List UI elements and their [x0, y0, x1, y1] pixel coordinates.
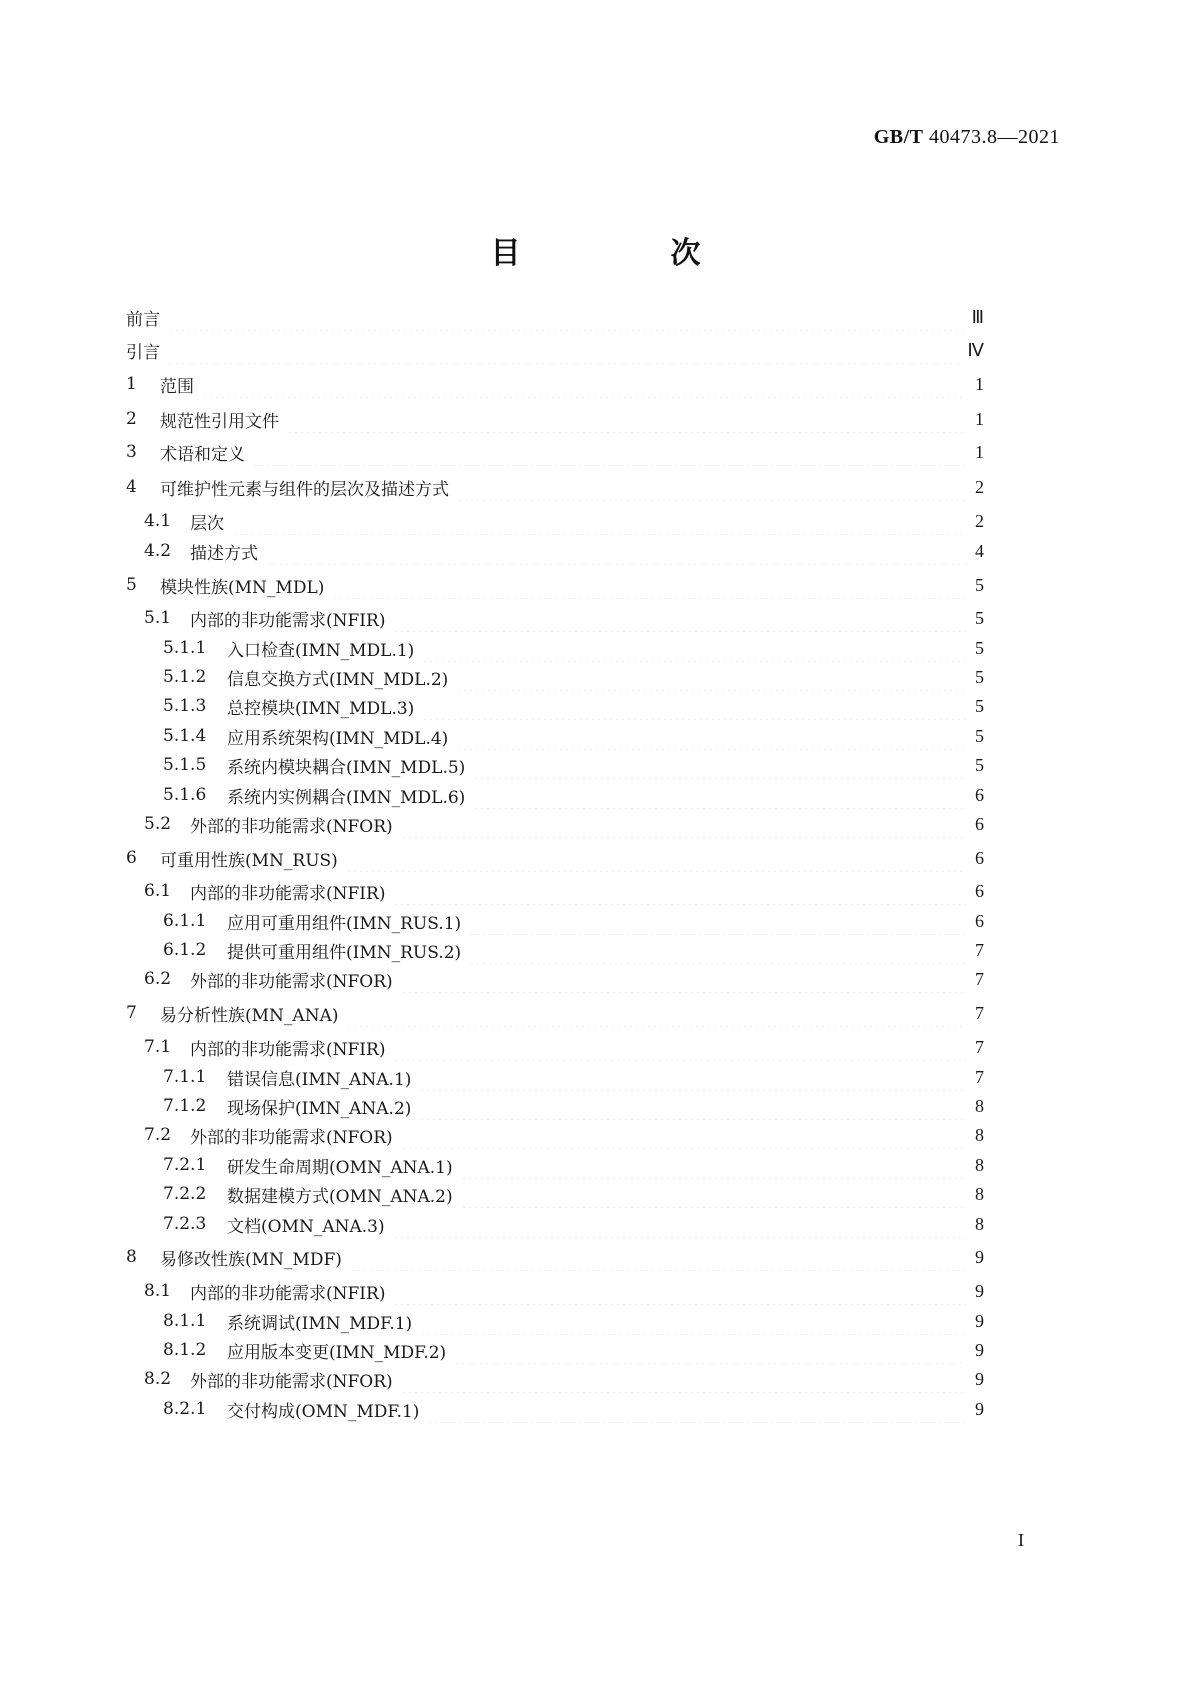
toc-entry-page: 6 [975, 784, 984, 805]
toc-entry-label: 内部的非功能需求(NFIR) [190, 1039, 386, 1060]
toc-entry-label: 内部的非功能需求(NFIR) [190, 1283, 386, 1304]
toc-entry-page: 5 [975, 637, 984, 658]
standard-prefix: GB/T [873, 126, 924, 148]
toc-entry[interactable] [163, 1210, 984, 1238]
toc-entry[interactable] [163, 936, 984, 964]
dot-leader [420, 1307, 966, 1335]
toc-entry-page: 5 [975, 754, 984, 775]
toc-entry-page: 6 [975, 880, 984, 901]
dot-leader [469, 907, 966, 935]
toc-entry-number: 6 [126, 848, 137, 868]
toc-entry-page: 6 [975, 910, 984, 931]
toc-entry-label: 可维护性元素与组件的层次及描述方式 [160, 479, 449, 500]
toc-entry[interactable] [144, 1277, 984, 1305]
dot-leader [401, 1365, 966, 1393]
dot-leader [457, 473, 966, 501]
toc-entry-label: 易分析性族(MN_ANA) [160, 1005, 339, 1026]
toc-entry-label: 层次 [190, 513, 224, 534]
toc-entry-page: 2 [975, 476, 984, 497]
toc-entry[interactable] [144, 604, 984, 632]
dot-leader [456, 663, 966, 691]
toc-entry-number: 7.1.1 [163, 1067, 207, 1087]
toc-entry-page: 6 [975, 847, 984, 868]
toc-entry-page: Ⅲ [971, 306, 984, 327]
toc-entry-label: 术语和定义 [160, 444, 245, 465]
dot-leader [202, 370, 966, 398]
dot-leader [168, 303, 966, 331]
dot-leader [454, 1336, 966, 1364]
dot-leader [393, 1277, 966, 1305]
dot-leader [168, 336, 961, 364]
toc-entry-page: 8 [975, 1154, 984, 1175]
toc-entry-number: 8 [126, 1247, 137, 1267]
toc-entry[interactable] [163, 1180, 984, 1208]
toc-entry-page: 5 [975, 574, 984, 595]
toc-entry-label: 模块性族(MN_MDL) [160, 577, 325, 598]
toc-entry-page: 6 [975, 813, 984, 834]
toc-entry-page: 8 [975, 1213, 984, 1234]
toc-entry[interactable] [126, 844, 984, 872]
dot-leader [266, 537, 966, 565]
dot-leader [393, 1033, 966, 1061]
dot-leader [346, 844, 966, 872]
toc-entry-number: 3 [126, 442, 137, 462]
toc-entry-page: 9 [975, 1368, 984, 1389]
toc-entry-label: 入口检查(IMN_MDL.1) [227, 640, 415, 661]
toc-entry-number: 5.1.2 [163, 667, 207, 687]
dot-leader [419, 1092, 966, 1120]
toc-entry-label: 内部的非功能需求(NFIR) [190, 883, 386, 904]
toc-entry[interactable] [163, 781, 984, 809]
toc-entry-number: 8.2.1 [163, 1399, 207, 1419]
toc-entry-page: 8 [975, 1124, 984, 1145]
toc-entry-page: 9 [975, 1339, 984, 1360]
toc-entry-number: 5.1.3 [163, 696, 207, 716]
toc-entry[interactable] [126, 336, 984, 364]
toc-entry-label: 应用版本变更(IMN_MDF.2) [227, 1342, 447, 1363]
toc-entry-page: 9 [975, 1310, 984, 1331]
toc-entry-number: 8.1.2 [163, 1340, 207, 1360]
toc-entry-page: 8 [975, 1095, 984, 1116]
toc-entry-page: 7 [975, 968, 984, 989]
toc-entry-label: 外部的非功能需求(NFOR) [190, 971, 393, 992]
toc-entry-page: 9 [975, 1398, 984, 1419]
toc-entry[interactable] [126, 1243, 984, 1271]
toc-entry-label: 外部的非功能需求(NFOR) [190, 816, 393, 837]
toc-entry[interactable] [163, 722, 984, 750]
toc-entry[interactable] [126, 405, 984, 433]
toc-entry-number: 5.1.1 [163, 638, 207, 658]
toc-entry-label: 外部的非功能需求(NFOR) [190, 1371, 393, 1392]
toc-entry[interactable] [163, 1151, 984, 1179]
toc-entry-label: 描述方式 [190, 543, 258, 564]
toc-entry[interactable] [163, 663, 984, 691]
dot-leader [422, 692, 966, 720]
toc-entry-label: 前言 [126, 309, 160, 330]
toc-entry[interactable] [126, 571, 984, 599]
toc-entry-page: 7 [975, 1036, 984, 1057]
toc-entry-label: 应用可重用组件(IMN_RUS.1) [227, 913, 462, 934]
toc-entry-label: 系统内模块耦合(IMN_MDL.5) [227, 757, 466, 778]
toc-entry[interactable] [163, 1395, 984, 1423]
toc-entry-number: 5.1.4 [163, 726, 207, 746]
toc-entry-label: 交付构成(OMN_MDF.1) [227, 1401, 420, 1422]
toc-entry[interactable] [144, 1033, 984, 1061]
toc-entry-number: 5 [126, 575, 137, 595]
dot-leader [350, 1243, 966, 1271]
dot-leader [427, 1395, 966, 1423]
toc-entry[interactable] [163, 751, 984, 779]
toc-entry[interactable] [163, 907, 984, 935]
toc-entry-number: 5.1.6 [163, 785, 207, 805]
toc-entry[interactable] [126, 370, 984, 398]
toc-entry-label: 现场保护(IMN_ANA.2) [227, 1098, 412, 1119]
toc-entry[interactable] [144, 965, 984, 993]
toc-entry-number: 7.1 [144, 1037, 172, 1057]
toc-entry-label: 规范性引用文件 [160, 411, 279, 432]
dot-leader [422, 634, 966, 662]
toc-entry-label: 研发生命周期(OMN_ANA.1) [227, 1157, 453, 1178]
dot-leader [401, 965, 966, 993]
toc-entry-number: 5.1.5 [163, 755, 207, 775]
toc-entry-number: 7.2.2 [163, 1184, 207, 1204]
toc-entry-number: 6.1 [144, 881, 172, 901]
toc-entry-label: 应用系统架构(IMN_MDL.4) [227, 728, 449, 749]
toc-entry-page: 5 [975, 666, 984, 687]
toc-entry[interactable] [126, 999, 984, 1027]
toc-entry-number: 8.1 [144, 1281, 172, 1301]
toc-entry-page: 7 [975, 1002, 984, 1023]
toc-entry[interactable] [144, 877, 984, 905]
dot-leader [232, 507, 966, 535]
toc-entry-label: 错误信息(IMN_ANA.1) [227, 1069, 412, 1090]
dot-leader [461, 1151, 966, 1179]
toc-entry[interactable] [163, 1063, 984, 1091]
toc-entry-label: 易修改性族(MN_MDF) [160, 1249, 342, 1270]
dot-leader [456, 722, 966, 750]
toc-entry-page: 8 [975, 1183, 984, 1204]
toc-entry-number: 7.2.1 [163, 1155, 207, 1175]
dot-leader [419, 1063, 966, 1091]
standard-number: 40473.8—2021 [929, 126, 1060, 148]
dot-leader [473, 781, 966, 809]
toc-entry-label: 范围 [160, 376, 194, 397]
toc-entry[interactable] [126, 438, 984, 466]
toc-entry[interactable] [163, 692, 984, 720]
toc-entry-number: 4 [126, 477, 137, 497]
dot-leader [401, 810, 966, 838]
page-title: 目 次 [490, 236, 761, 271]
toc-entry-number: 1 [126, 374, 137, 394]
dot-leader [473, 751, 966, 779]
dot-leader [332, 571, 966, 599]
toc-entry-number: 5.2 [144, 814, 172, 834]
dot-leader [393, 604, 966, 632]
toc-entry-label: 外部的非功能需求(NFOR) [190, 1127, 393, 1148]
toc-entry-page: 7 [975, 1066, 984, 1087]
dot-leader [393, 1210, 966, 1238]
toc-entry-label: 信息交换方式(IMN_MDL.2) [227, 669, 449, 690]
toc-entry-page: 1 [975, 441, 984, 462]
toc-entry[interactable] [144, 507, 984, 535]
toc-entry-number: 2 [126, 409, 137, 429]
toc-entry-number: 4.1 [144, 511, 172, 531]
toc-entry-page: 1 [975, 408, 984, 429]
toc-entry[interactable] [163, 1307, 984, 1335]
toc-entry-number: 7.2.3 [163, 1214, 207, 1234]
dot-leader [253, 438, 966, 466]
toc-entry-label: 系统调试(IMN_MDF.1) [227, 1313, 413, 1334]
toc-entry-page: 4 [975, 540, 984, 561]
dot-leader [346, 999, 966, 1027]
dot-leader [287, 405, 966, 433]
toc-entry-label: 总控模块(IMN_MDL.3) [227, 698, 415, 719]
toc-entry-label: 引言 [126, 342, 160, 363]
toc-entry-label: 数据建模方式(OMN_ANA.2) [227, 1186, 453, 1207]
toc-entry-label: 提供可重用组件(IMN_RUS.2) [227, 942, 462, 963]
toc-entry[interactable] [144, 1121, 984, 1149]
toc-entry-label: 系统内实例耦合(IMN_MDL.6) [227, 787, 466, 808]
dot-leader [401, 1121, 966, 1149]
toc-entry-number: 6.2 [144, 969, 172, 989]
toc-entry-page: Ⅳ [967, 339, 984, 360]
toc-entry[interactable] [144, 810, 984, 838]
toc-entry-number: 8.2 [144, 1369, 172, 1389]
toc-entry-number: 6.1.1 [163, 911, 207, 931]
toc-entry-number: 7.2 [144, 1125, 172, 1145]
toc-entry-page: 7 [975, 939, 984, 960]
toc-entry-label: 可重用性族(MN_RUS) [160, 850, 338, 871]
toc-entry-number: 5.1 [144, 608, 172, 628]
toc-entry[interactable] [126, 473, 984, 501]
dot-leader [393, 877, 966, 905]
toc-entry-page: 5 [975, 725, 984, 746]
toc-entry[interactable] [163, 1092, 984, 1120]
toc-entry-page: 5 [975, 695, 984, 716]
toc-entry-page: 5 [975, 607, 984, 628]
toc-entry-page: 9 [975, 1246, 984, 1267]
page-number: I [1018, 1530, 1024, 1550]
toc-entry-page: 9 [975, 1280, 984, 1301]
toc-entry-number: 4.2 [144, 541, 172, 561]
dot-leader [469, 936, 966, 964]
toc-entry-page: 2 [975, 510, 984, 531]
toc-entry[interactable] [126, 303, 984, 331]
toc-entry-number: 6.1.2 [163, 940, 207, 960]
toc-entry-number: 7 [126, 1003, 137, 1023]
toc-entry[interactable] [163, 634, 984, 662]
toc-entry[interactable] [144, 1365, 984, 1393]
toc-entry-number: 7.1.2 [163, 1096, 207, 1116]
toc-entry[interactable] [163, 1336, 984, 1364]
toc-entry-label: 文档(OMN_ANA.3) [227, 1216, 385, 1237]
toc-entry-page: 1 [975, 373, 984, 394]
toc-entry[interactable] [144, 537, 984, 565]
toc-entry-label: 内部的非功能需求(NFIR) [190, 610, 386, 631]
toc-entry-number: 8.1.1 [163, 1311, 207, 1331]
dot-leader [461, 1180, 966, 1208]
